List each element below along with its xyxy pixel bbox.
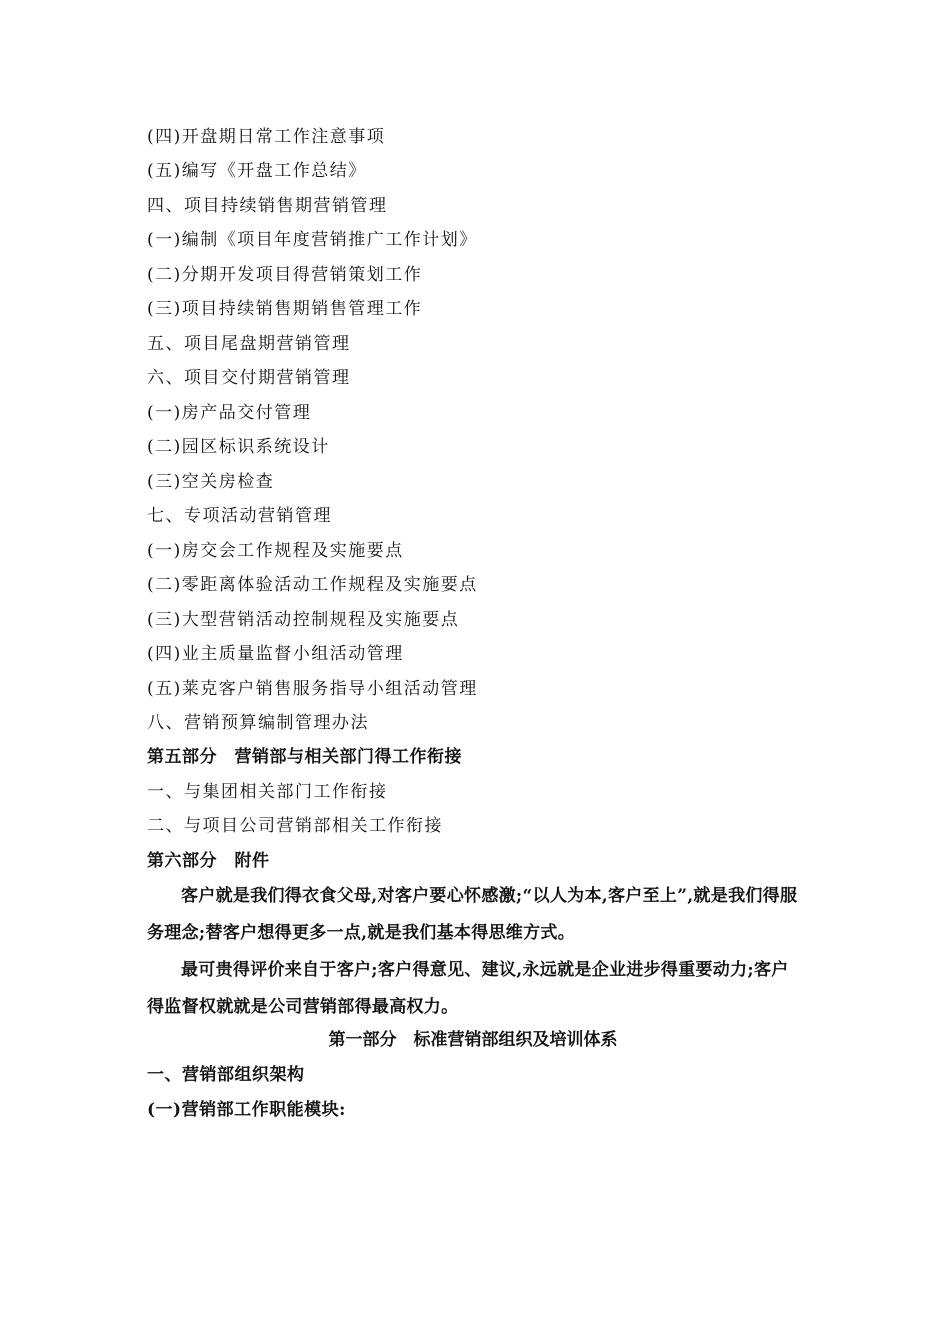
toc-line: 二、与项目公司营销部相关工作衔接 xyxy=(147,816,443,836)
toc-line: (二)零距离体验活动工作规程及实施要点 xyxy=(147,575,478,595)
toc-line: (一)房交会工作规程及实施要点 xyxy=(147,541,404,561)
toc-line: (三)空关房检查 xyxy=(147,472,275,492)
toc-line: 七、专项活动营销管理 xyxy=(147,506,332,526)
toc-line: 四、项目持续销售期营销管理 xyxy=(147,196,388,216)
toc-line: (五)莱克客户销售服务指导小组活动管理 xyxy=(147,679,478,699)
part5-heading: 第五部分 营销部与相关部门得工作衔接 xyxy=(147,747,462,767)
body-paragraph: 最可贵得评价来自于客户;客户得意见、建议,永远就是企业进步得重要动力;客户得监督权就就是公司营销部得最高权力。 xyxy=(147,960,789,1017)
toc-line: (一)房产品交付管理 xyxy=(147,403,312,423)
toc-line: 八、营销预算编制管理办法 xyxy=(147,713,369,733)
toc-line: (二)分期开发项目得营销策划工作 xyxy=(147,265,423,285)
body-paragraph: 客户就是我们得衣食父母,对客户要心怀感激;“以人为本,客户至上”,就是我们得服务理念;替客户想得更多一点,就是我们基本得思维方式。 xyxy=(147,886,798,943)
subsection-heading: (一)营销部工作职能模块: xyxy=(147,1100,346,1120)
toc-line: (一)编制《项目年度营销推广工作计划》 xyxy=(147,230,478,250)
toc-line: 五、项目尾盘期营销管理 xyxy=(147,334,351,354)
part6-heading: 第六部分 附件 xyxy=(147,851,270,871)
toc-line: (三)大型营销活动控制规程及实施要点 xyxy=(147,610,460,630)
toc-line: 六、项目交付期营销管理 xyxy=(147,368,351,388)
toc-line: (三)项目持续销售期销售管理工作 xyxy=(147,299,423,319)
toc-line: (二)园区标识系统设计 xyxy=(147,437,330,457)
part1-title: 第一部分 标准营销部组织及培训体系 xyxy=(328,1030,618,1050)
section-heading: 一、营销部组织架构 xyxy=(147,1065,305,1085)
toc-line: 一、与集团相关部门工作衔接 xyxy=(147,782,388,802)
toc-line: (四)开盘期日常工作注意事项 xyxy=(147,127,386,147)
toc-line: (五)编写《开盘工作总结》 xyxy=(147,161,367,181)
toc-line: (四)业主质量监督小组活动管理 xyxy=(147,644,404,664)
